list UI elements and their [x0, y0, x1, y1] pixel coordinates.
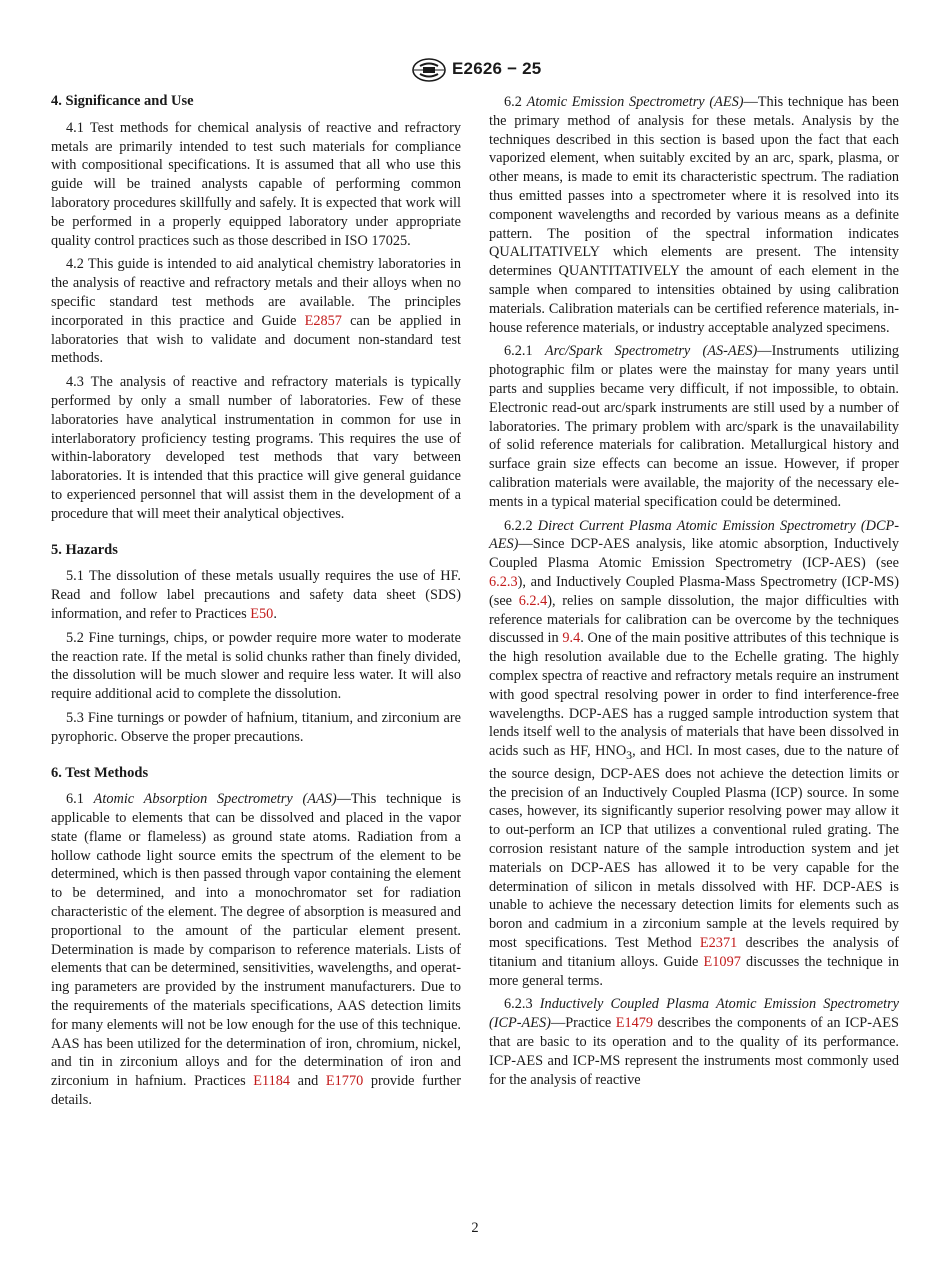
- para-6-2: 6.2 Atomic Emission Spectrometry (AES)—This technique has been the primary method of analysis for these metals. Analysis by the techniques described in this section is based upon the fact that each vaporized element, when suitably excited by an arc, spark, plasma, or other means, is made to emit its characteristic spectrum. The radiation thus emitted passes into a spectrometer where it is resolved into its component wavelengths and recorded by various means as a definite pattern. The position of the spectral information indicates QUALITATIVELY which elements are present. The intensity determines QUANTITATIVELY the amount of each element in the sample when compared to intensities obtained by using calibration materials. Calibration materials can be certified reference materials, in-house reference materials, or industry acceptable analyzed specimens.: [489, 94, 899, 336]
- para-4-2: 4.2 This guide is intended to aid analytical chemistry laboratories in the analysis of reactive and refractory metals and their alloys when no specific standard test methods are available. The principles incorporated in this practice and Guide E2857 can be applied in laboratories that wish to validate and document non-standard test methods.: [51, 256, 461, 367]
- para-5-2: 5.2 Fine turnings, chips, or powder require more water to moderate the reaction rate. If the metal is solid chunks rather than finely divided, the dissolution will be much slower and require less water. It will also require additional acid to complete the dissolution.: [51, 629, 461, 703]
- ref-9-4-link[interactable]: 9.4: [562, 630, 581, 647]
- ref-e1184-link[interactable]: E1184: [253, 1073, 291, 1090]
- standard-number: E2626 − 25: [452, 59, 542, 78]
- section-4-heading: 4. Significance and Use: [51, 93, 194, 109]
- ref-e50-link[interactable]: E50: [250, 605, 274, 622]
- section-6-heading: 6. Test Methods: [51, 764, 149, 781]
- para-6-2-2: 6.2.2 Direct Current Plasma Atomic Emission Spectrometry (DCP-AES)—Since DCP-AES analysis, like atomic absorption, Inductively Coupled Plasma Atomic Emission Spectrometry (ICP-AES) (see 6.2.3), and Inductively Coupled Plasma-Mass Spectrometry (ICP-MS) (see 6.2.4), relies on sample dissolution, the major difficulties with reference materials for calibration can be overcome by the techniques discussed in 9.4. One of the main positive attributes of this technique is the high resolution available due to the Echelle grating. The highly complex spectra of reactive and refractory metals require an instrument with good spectral resolving power in order to find interference-free wavelengths. DCP-AES has a rugged sample introduction system that lends itself well to the analysis of materials that have been dissolved in acids such as HF, $HNO_3$, and HCl. In most cases, due to the nature of the source design, DCP-AES does not achieve the detection limits or the precision of an Inductively Coupled Plasma (ICP) source. In some cases, however, its significantly superior resolving power may allow it to out-perform an ICP that utilizes a conventional ruled grating. The corrosion resistant nature of the sample introduction system and jet materials on DCP-AES has allowed it to be very capable for the determination of silicon in metals dissolved with HF. DCP-AES is unable to achieve the necessary detection limits for elements such as boron and cadmium in a zirconium sample at the levels required by most specifications. Test Method E2371 describes the analysis of titanium and titanium alloys. Guide E1097 discusses the technique in more general terms.: [489, 517, 899, 989]
- ref-6-2-4-link[interactable]: 6.2.4: [518, 592, 548, 609]
- para-4-1: 4.1 Test methods for chemical analysis of reactive and refractory metals are primarily intended to test such materials for compliance with compositional specifications. It is assumed that all who use this guide will be trained analysts capable of performing common laboratory procedures skillfully and safely. It is expected that work will be performed in a properly equipped laboratory under appropriate quality control practices such as those described in ISO 17025.: [51, 119, 461, 249]
- ref-6-2-3-link[interactable]: 6.2.3: [489, 573, 518, 590]
- para-5-1: 5.1 The dissolution of these metals usually requires the use of HF. Read and follow label precautions and safety data sheet (SDS) information, and refer to Practices E50.: [51, 568, 461, 622]
- left-column: [51, 92, 461, 1115]
- ref-e1479-link[interactable]: E1479: [615, 1015, 654, 1032]
- section-5-heading: 5. Hazards: [51, 541, 118, 558]
- right-column: [489, 92, 899, 1094]
- astm-logo-icon: [412, 58, 446, 82]
- para-4-3: 4.3 The analysis of reactive and refractory materials is typically performed by only a small number of laboratories. Few of these laboratories have analytical instrumentation in common for use in interlaboratory proficiency testing programs. This requires the use of within-laboratory developed test methods that vary between laboratories. It is intended that this practice will give general guidance to experienced personnel that will assist them in the development of a procedure that will meet their analytical objectives.: [51, 374, 461, 522]
- para-6-2-3: 6.2.3 Inductively Coupled Plasma Atomic Emission Spectrometry (ICP-AES)—Practice E1479 describes the components of an ICP-AES that are basic to its operation and to the quality of its performance. ICP-AES and ICP-MS represent the instruments most commonly used for the analysis of reactive: [489, 996, 899, 1088]
- ref-e2857-link[interactable]: E2857: [304, 312, 342, 329]
- para-6-2-1: 6.2.1 Arc/Spark Spectrometry (AS-AES)—Instruments utilizing photographic film or plates were the mainstay for many years until parts and supplies became very difficult, if not impossible, to obtain. Electronic read-out arc/spark instruments are still used by a number of laboratories. The primary problem with arc/spark is the unavailability of solid reference materials for calibration. Metallurgical history and surface grain size effects can become an issue. However, if proper calibration materials were available, the majority of the necessary elements in a typical material specification could be determined.: [489, 343, 900, 510]
- page-header: [0, 58, 950, 82]
- para-6-1: 6.1 Atomic Absorption Spectrometry (AAS)—This technique is applicable to elements that can be dissolved and placed in the vapor state (flame or flameless) as ground state atoms. Radiation from a hollow cathode light source emits the spectrum of the element to be determined, which is then passed through vapor containing the element to be determined, and into a monochromator set for radiation characteristic of the element. The degree of absorption is measured and proportional to the amount of the particular element present. Determination is made by comparison to reference materials. Lists of elements that can be determined, sensitivities, wavelengths, and operating parameters are provided by the instrument manufacturers. Due to the requirements of the materials specifications, AAS detection limits for many elements will not be low enough for the use of this technique. AAS has been utilized for the determination of iron, chromium, nickel, and tin in zirconium alloys and for the determination of iron and zirconium in hafnium. Practices E1184 and E1770 provide further details.: [51, 791, 462, 1109]
- ref-e1770-link[interactable]: E1770: [325, 1073, 364, 1090]
- ref-e2371-link[interactable]: E2371: [699, 934, 738, 951]
- ref-e1097-link[interactable]: E1097: [703, 953, 741, 970]
- para-5-3: 5.3 Fine turnings or powder of hafnium, titanium, and zirconium are pyrophoric. Observe the proper precautions.: [51, 709, 461, 745]
- page-number: 2: [471, 1220, 479, 1236]
